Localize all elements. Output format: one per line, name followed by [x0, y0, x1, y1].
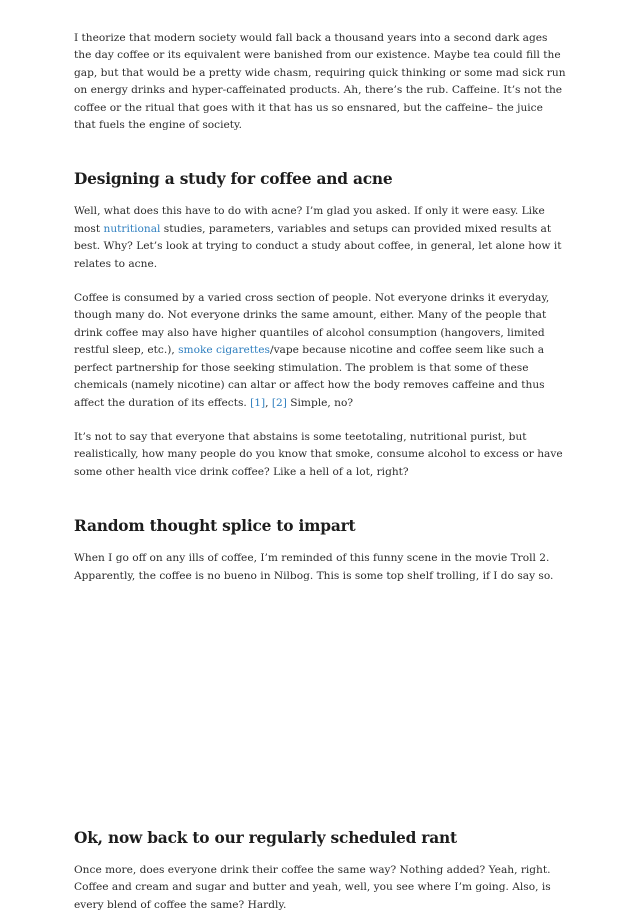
paragraph-abstainers: It’s not to say that everyone that abstains is some teetotaling, nutritional purist, but realistically, how many people do you know that smoke, consume alcohol to excess or have some other health vice drink coffee? Like a hell of a lot, right?	[74, 430, 563, 478]
paragraph-coffee-consumers	[74, 290, 566, 412]
text-segment: Well, what does this have to do with acne? I’m glad you asked. If only it were easy. Like most	[74, 205, 545, 235]
text-segment: Coffee is consumed by a varied cross section of people. Not everyone drinks it everyday, though many do. Not everyone drinks the same amount, either. Many of the people that drink coffee may also have higher quantiles of alcohol consumption (hangovers, limited restful sleep, etc.),	[74, 292, 550, 357]
paragraph-troll-2: When I go off on any ills of coffee, I’m reminded of this funny scene in the movie Troll 2. Apparently, the coffee is no bueno in Nilbog. This is some top shelf trolling, if I do say so.	[74, 552, 554, 582]
paragraph-acne-question	[74, 203, 566, 273]
section-heading-random-thought: Random thought splice to impart	[74, 517, 356, 536]
link-smoke-cigarettes[interactable]: smoke cigarettes	[178, 344, 270, 357]
text-segment: /vape because nicotine and coffee seem like such a perfect partnership for those seeking stimulation. The problem is that some of these chemicals (namely nicotine) can altar or affect how the body removes caffeine and thus affect the duration of its effects.	[74, 344, 545, 409]
reference-link-1[interactable]: [1]	[250, 396, 266, 409]
reference-link-2[interactable]: [2]	[271, 396, 287, 409]
video-embed-placeholder	[74, 585, 566, 807]
link-nutritional[interactable]: nutritional	[103, 222, 161, 235]
paragraph-coffee-blends: Once more, does everyone drink their coffee the same way? Nothing added? Yeah, right. Coffee and cream and sugar and butter and yeah, well, you see where I’m going. Also, is every blend of coffee the same? Hardly.	[74, 863, 551, 911]
intro-paragraph: I theorize that modern society would fall back a thousand years into a second dark ages the day coffee or its equivalent were banished from our existence. Maybe tea could fill the gap, but that would be a pretty wide chasm, requiring quick thinking or some mad sick run on energy drinks and hyper-caffeinated products. Ah, there’s the rub. Caffeine. It’s not the coffee or the ritual that goes with it that has us so ensnared, but the caffeine– the juice that fuels the engine of society.	[74, 32, 566, 132]
section-heading-back-to-rant: Ok, now back to our regularly scheduled rant	[74, 828, 457, 847]
section-heading-coffee-acne-study: Designing a study for coffee and acne	[74, 170, 393, 189]
text-segment: Simple, no?	[286, 396, 354, 409]
article-body	[74, 30, 566, 914]
text-segment: ,	[265, 396, 272, 409]
text-segment: studies, parameters, variables and setups can provided mixed results at best. Why? Let’s look at trying to conduct a study about coffee, in general, let alone how it relates to acne.	[74, 222, 562, 270]
